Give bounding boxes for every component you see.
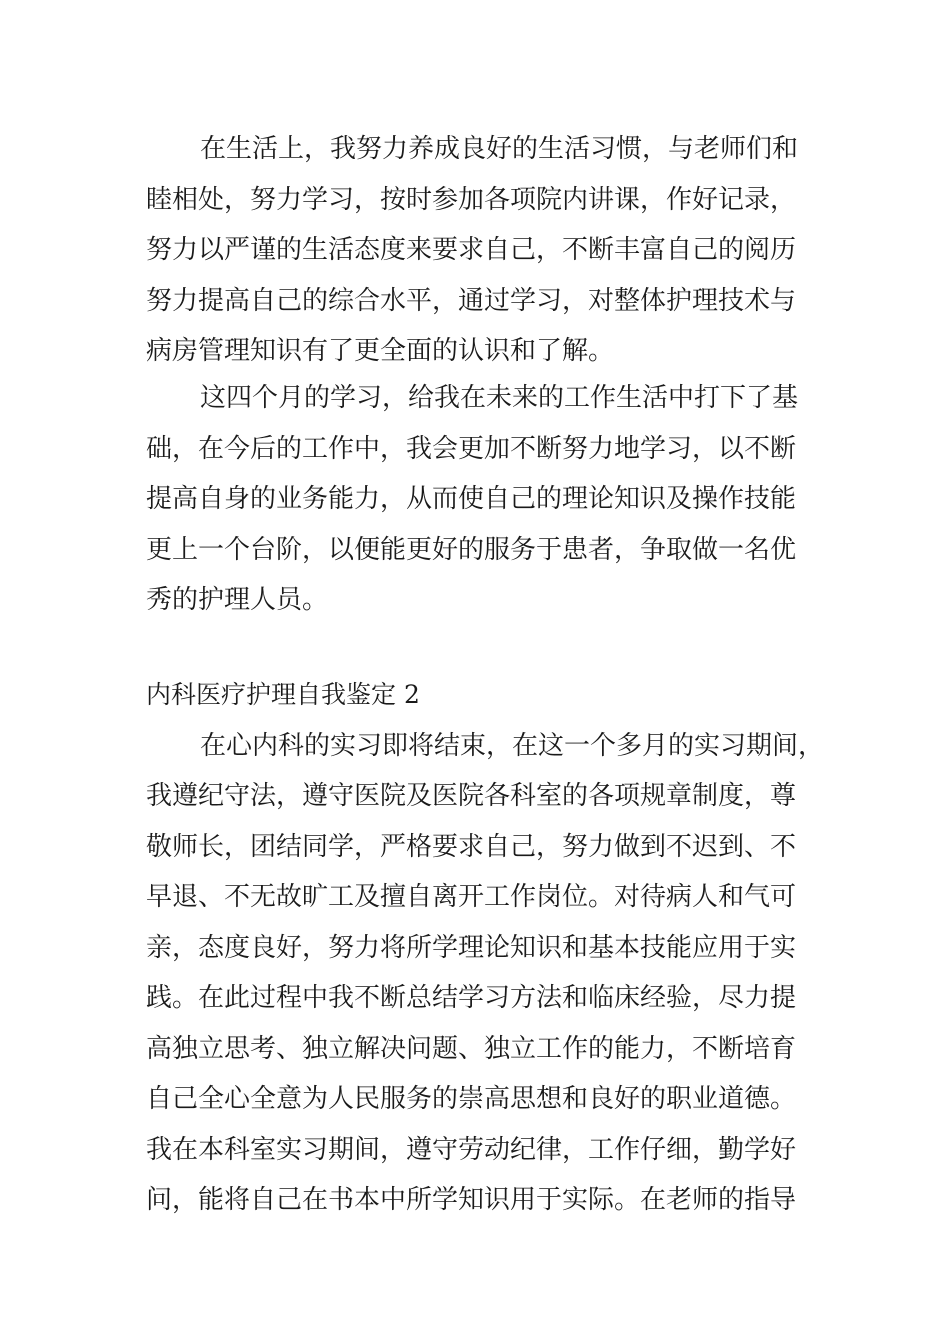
- text-line: 亲，态度良好，努力将所学理论知识和基本技能应用于实: [146, 933, 797, 963]
- text-line: 问，能将自己在书本中所学知识用于实际。在老师的指导: [146, 1185, 797, 1215]
- text-line: 我在本科室实习期间，遵守劳动纪律，工作仔细，勤学好: [146, 1135, 797, 1165]
- text-line: 早退、不无故旷工及擅自离开工作岗位。对待病人和气可: [146, 882, 797, 912]
- text-line: 敬师长，团结同学，严格要求自己，努力做到不迟到、不: [146, 832, 797, 862]
- text-line: 努力以严谨的生活态度来要求自己，不断丰富自己的阅历: [146, 235, 797, 265]
- text-line: 在心内科的实习即将结束，在这一个多月的实习期间，: [200, 731, 825, 761]
- text-line: 在生活上，我努力养成良好的生活习惯，与老师们和: [200, 134, 799, 164]
- text-line: 高独立思考、独立解决问题、独立工作的能力，不断培育: [146, 1034, 797, 1064]
- text-line: 践。在此过程中我不断总结学习方法和临床经验，尽力提: [146, 983, 797, 1013]
- text-line: 睦相处，努力学习，按时参加各项院内讲课，作好记录，: [146, 185, 797, 215]
- text-line: 病房管理知识有了更全面的认识和了解。: [146, 336, 615, 366]
- text-line: 更上一个台阶，以便能更好的服务于患者，争取做一名优: [146, 535, 797, 565]
- text-line: 础，在今后的工作中，我会更加不断努力地学习，以不断: [146, 434, 797, 464]
- text-line: 自己全心全意为人民服务的崇高思想和良好的职业道德。: [146, 1084, 797, 1114]
- text-line: 秀的护理人员。: [146, 585, 329, 615]
- text-line: 我遵纪守法，遵守医院及医院各科室的各项规章制度，尊: [146, 781, 797, 811]
- text-line: 努力提高自己的综合水平，通过学习，对整体护理技术与: [146, 286, 797, 316]
- text-line: 这四个月的学习，给我在未来的工作生活中打下了基: [200, 383, 799, 413]
- section-heading: 内科医疗护理自我鉴定 2: [146, 680, 420, 709]
- text-line: 提高自身的业务能力，从而使自己的理论知识及操作技能: [146, 484, 797, 514]
